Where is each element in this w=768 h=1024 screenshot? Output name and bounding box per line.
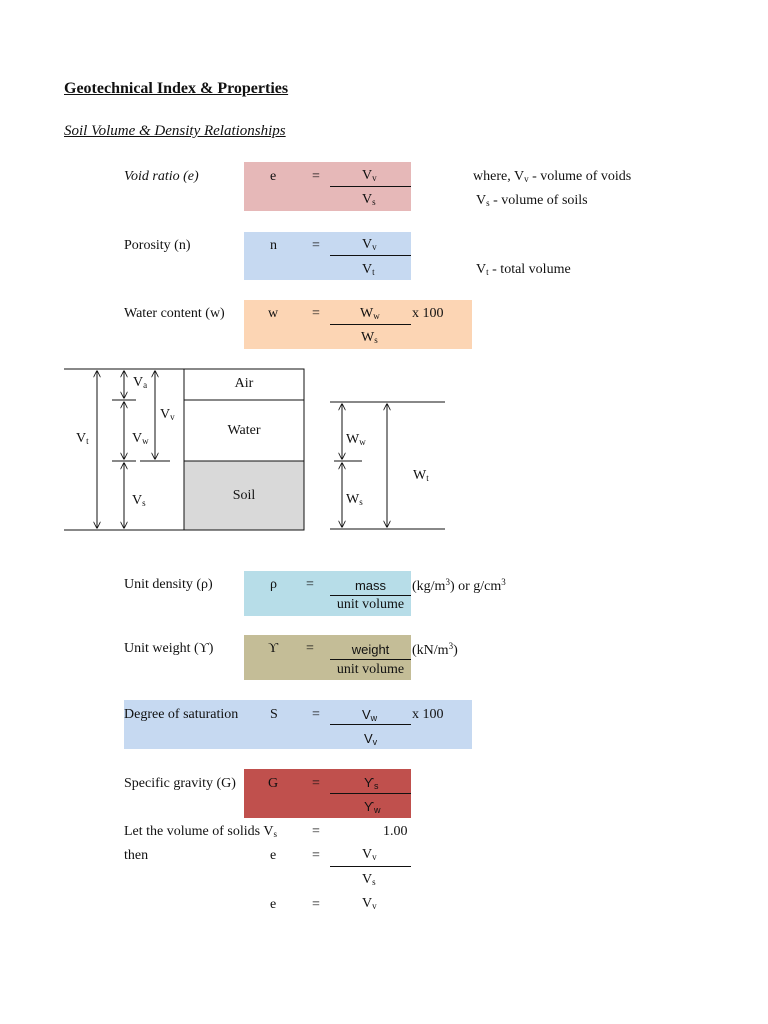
solids-assumption-label: Let the volume of solids $V_s$ [124, 824, 277, 839]
saturation-denominator: $V_v$ [364, 731, 378, 747]
then-numerator: $V_v$ [362, 847, 377, 862]
saturation-multiplier: x 100 [412, 707, 444, 722]
water-layer-label: Water [227, 423, 261, 438]
vv-label: $V_v$ [160, 407, 175, 422]
wt-label: $W_t$ [413, 468, 429, 483]
vt-label: $V_t$ [76, 431, 89, 446]
unit-density-denominator: unit volume [336, 597, 405, 612]
vw-label: $V_w$ [132, 431, 149, 446]
unit-weight-denominator: unit volume [336, 662, 405, 677]
page-title: Geotechnical Index & Properties [64, 80, 289, 97]
then-symbol: e [270, 848, 277, 863]
specific-gravity-symbol: G [268, 776, 279, 791]
unit-density-units: $(kg/m^3)$ or $g/cm^3$ [412, 577, 506, 594]
va-label: $V_a$ [133, 375, 148, 390]
water-content-numerator: $W_w$ [360, 306, 380, 321]
unit-weight-units: $(kN/m^3)$ [412, 641, 458, 658]
water-content-equals: = [312, 306, 320, 321]
void-ratio-label: Void ratio (e) [124, 169, 199, 184]
unit-density-equals: = [306, 577, 314, 592]
water-content-symbol: w [268, 306, 279, 321]
unit-weight-equals: = [306, 641, 314, 656]
unit-density-numerator: mass [354, 578, 387, 593]
solids-assumption-value: 1.00 [383, 824, 408, 839]
section-subtitle: Soil Volume & Density Relationships [64, 123, 286, 139]
water-content-denominator: $W_s$ [361, 330, 378, 345]
void-ratio-denominator: $V_s$ [362, 192, 376, 207]
unit-weight-symbol: ϒ [268, 641, 279, 656]
unit-weight-numerator: weight [351, 642, 390, 657]
then-equals: = [312, 848, 320, 863]
void-ratio-equals: = [312, 169, 320, 184]
then-fraction-bar [330, 866, 411, 867]
ws-label: $W_s$ [346, 492, 363, 507]
result-symbol: e [270, 897, 277, 912]
saturation-symbol: S [270, 707, 278, 722]
saturation-fraction-bar [330, 724, 411, 725]
void-ratio-symbol: e [270, 169, 277, 184]
air-layer-label: Air [234, 376, 254, 391]
unit-density-label: Unit density (ρ) [124, 577, 213, 592]
specific-gravity-numerator: $ϒ_s$ [364, 775, 379, 791]
result-equals: = [312, 897, 320, 912]
saturation-numerator: $V_w$ [362, 707, 378, 723]
porosity-denominator: $V_t$ [362, 262, 375, 277]
ww-label: $W_w$ [346, 432, 366, 447]
unit-weight-label: Unit weight (ϒ) [124, 641, 214, 656]
specific-gravity-equals: = [312, 776, 320, 791]
specific-gravity-label: Specific gravity (G) [124, 776, 236, 791]
then-label: then [124, 848, 149, 863]
saturation-label: Degree of saturation [124, 707, 239, 722]
unit-density-symbol: ρ [270, 577, 277, 592]
total-volume-note: $V_t$ - total volume [476, 262, 571, 277]
specific-gravity-denominator: $ϒ_w$ [364, 799, 381, 815]
then-denominator: $V_s$ [362, 872, 376, 887]
saturation-equals: = [312, 707, 320, 722]
vs-label: $V_s$ [132, 493, 146, 508]
soil-layer-label: Soil [232, 488, 256, 503]
soils-note: $V_s$ - volume of soils [476, 193, 588, 208]
result-value: $V_v$ [362, 896, 377, 911]
porosity-symbol: n [270, 238, 277, 253]
solids-assumption-equals: = [312, 824, 320, 839]
unit-weight-fraction-bar [330, 659, 411, 660]
void-ratio-numerator: $V_v$ [362, 168, 377, 183]
water-content-multiplier: x 100 [412, 306, 444, 321]
porosity-numerator: $V_v$ [362, 237, 377, 252]
specific-gravity-fraction-bar [330, 793, 411, 794]
void-note: where, $V_v$ - volume of voids [473, 169, 632, 184]
porosity-label: Porosity (n) [124, 238, 191, 253]
water-content-label: Water content (w) [124, 306, 225, 321]
porosity-equals: = [312, 238, 320, 253]
unit-density-fraction-bar [330, 595, 411, 596]
